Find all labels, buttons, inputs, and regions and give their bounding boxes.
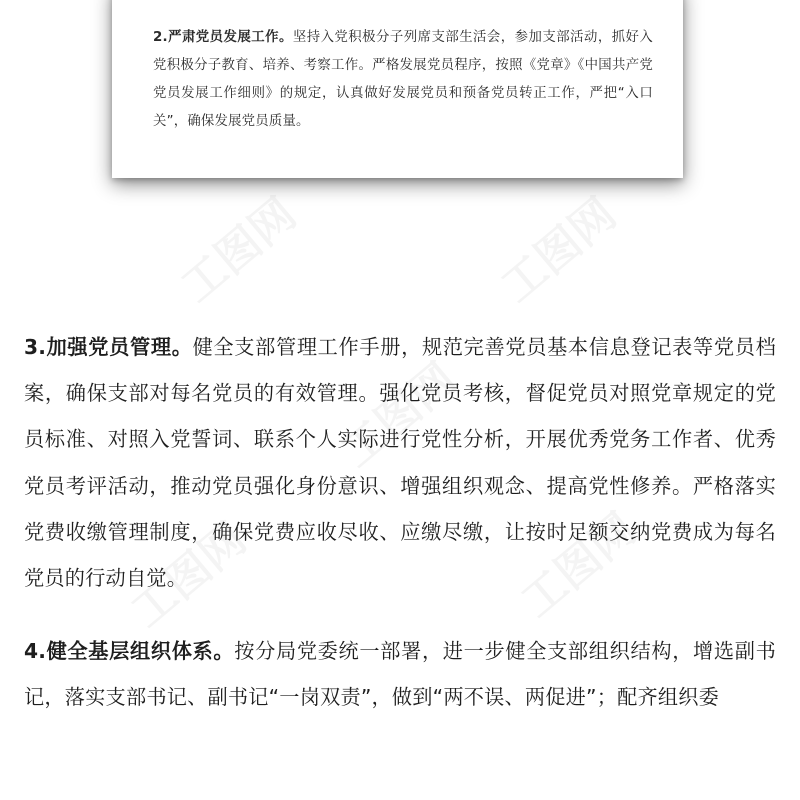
paragraph-4-text: 按分局党委统一部署，进一步健全支部组织结构，增选副书记，落实支部书记、副书记“一岗双责”，做到“两不误、两促进”；配齐组织委	[24, 639, 776, 710]
paragraph-4-lead: 4.健全基层组织体系。	[24, 639, 235, 664]
paragraph-3-lead: 3.加强党员管理。	[24, 335, 193, 359]
document-card	[112, 0, 683, 178]
paragraph-4	[24, 628, 776, 720]
watermark	[165, 180, 307, 314]
card-paragraph-lead: 2.严肃党员发展工作。	[153, 30, 293, 45]
paragraph-3	[24, 324, 776, 601]
main-content	[24, 324, 776, 721]
card-paragraph	[153, 24, 653, 136]
watermark	[485, 180, 627, 314]
card-paragraph-text: 坚持入党积极分子列席支部生活会，参加支部活动，抓好入党积极分子教育、培养、考察工作。严格发展党员程序，按照《党章》《中国共产党党员发展工作细则》的规定，认真做好发展党员和预备党员转正工作，严把“入口关”，确保发展党员质量。	[153, 30, 653, 129]
paragraph-3-text: 健全支部管理工作手册，规范完善党员基本信息登记表等党员档案，确保支部对每名党员的有效管理。强化党员考核，督促党员对照党章规定的党员标准、对照入党誓词、联系个人实际进行党性分析，开展优秀党务工作者、优秀党员考评活动，推动党员强化身份意识、增强组织观念、提高党性修养。严格落实党费收缴管理制度，确保党费应收尽收、应缴尽缴，让按时足额交纳党费成为每名党员的行动自觉。	[24, 335, 776, 591]
